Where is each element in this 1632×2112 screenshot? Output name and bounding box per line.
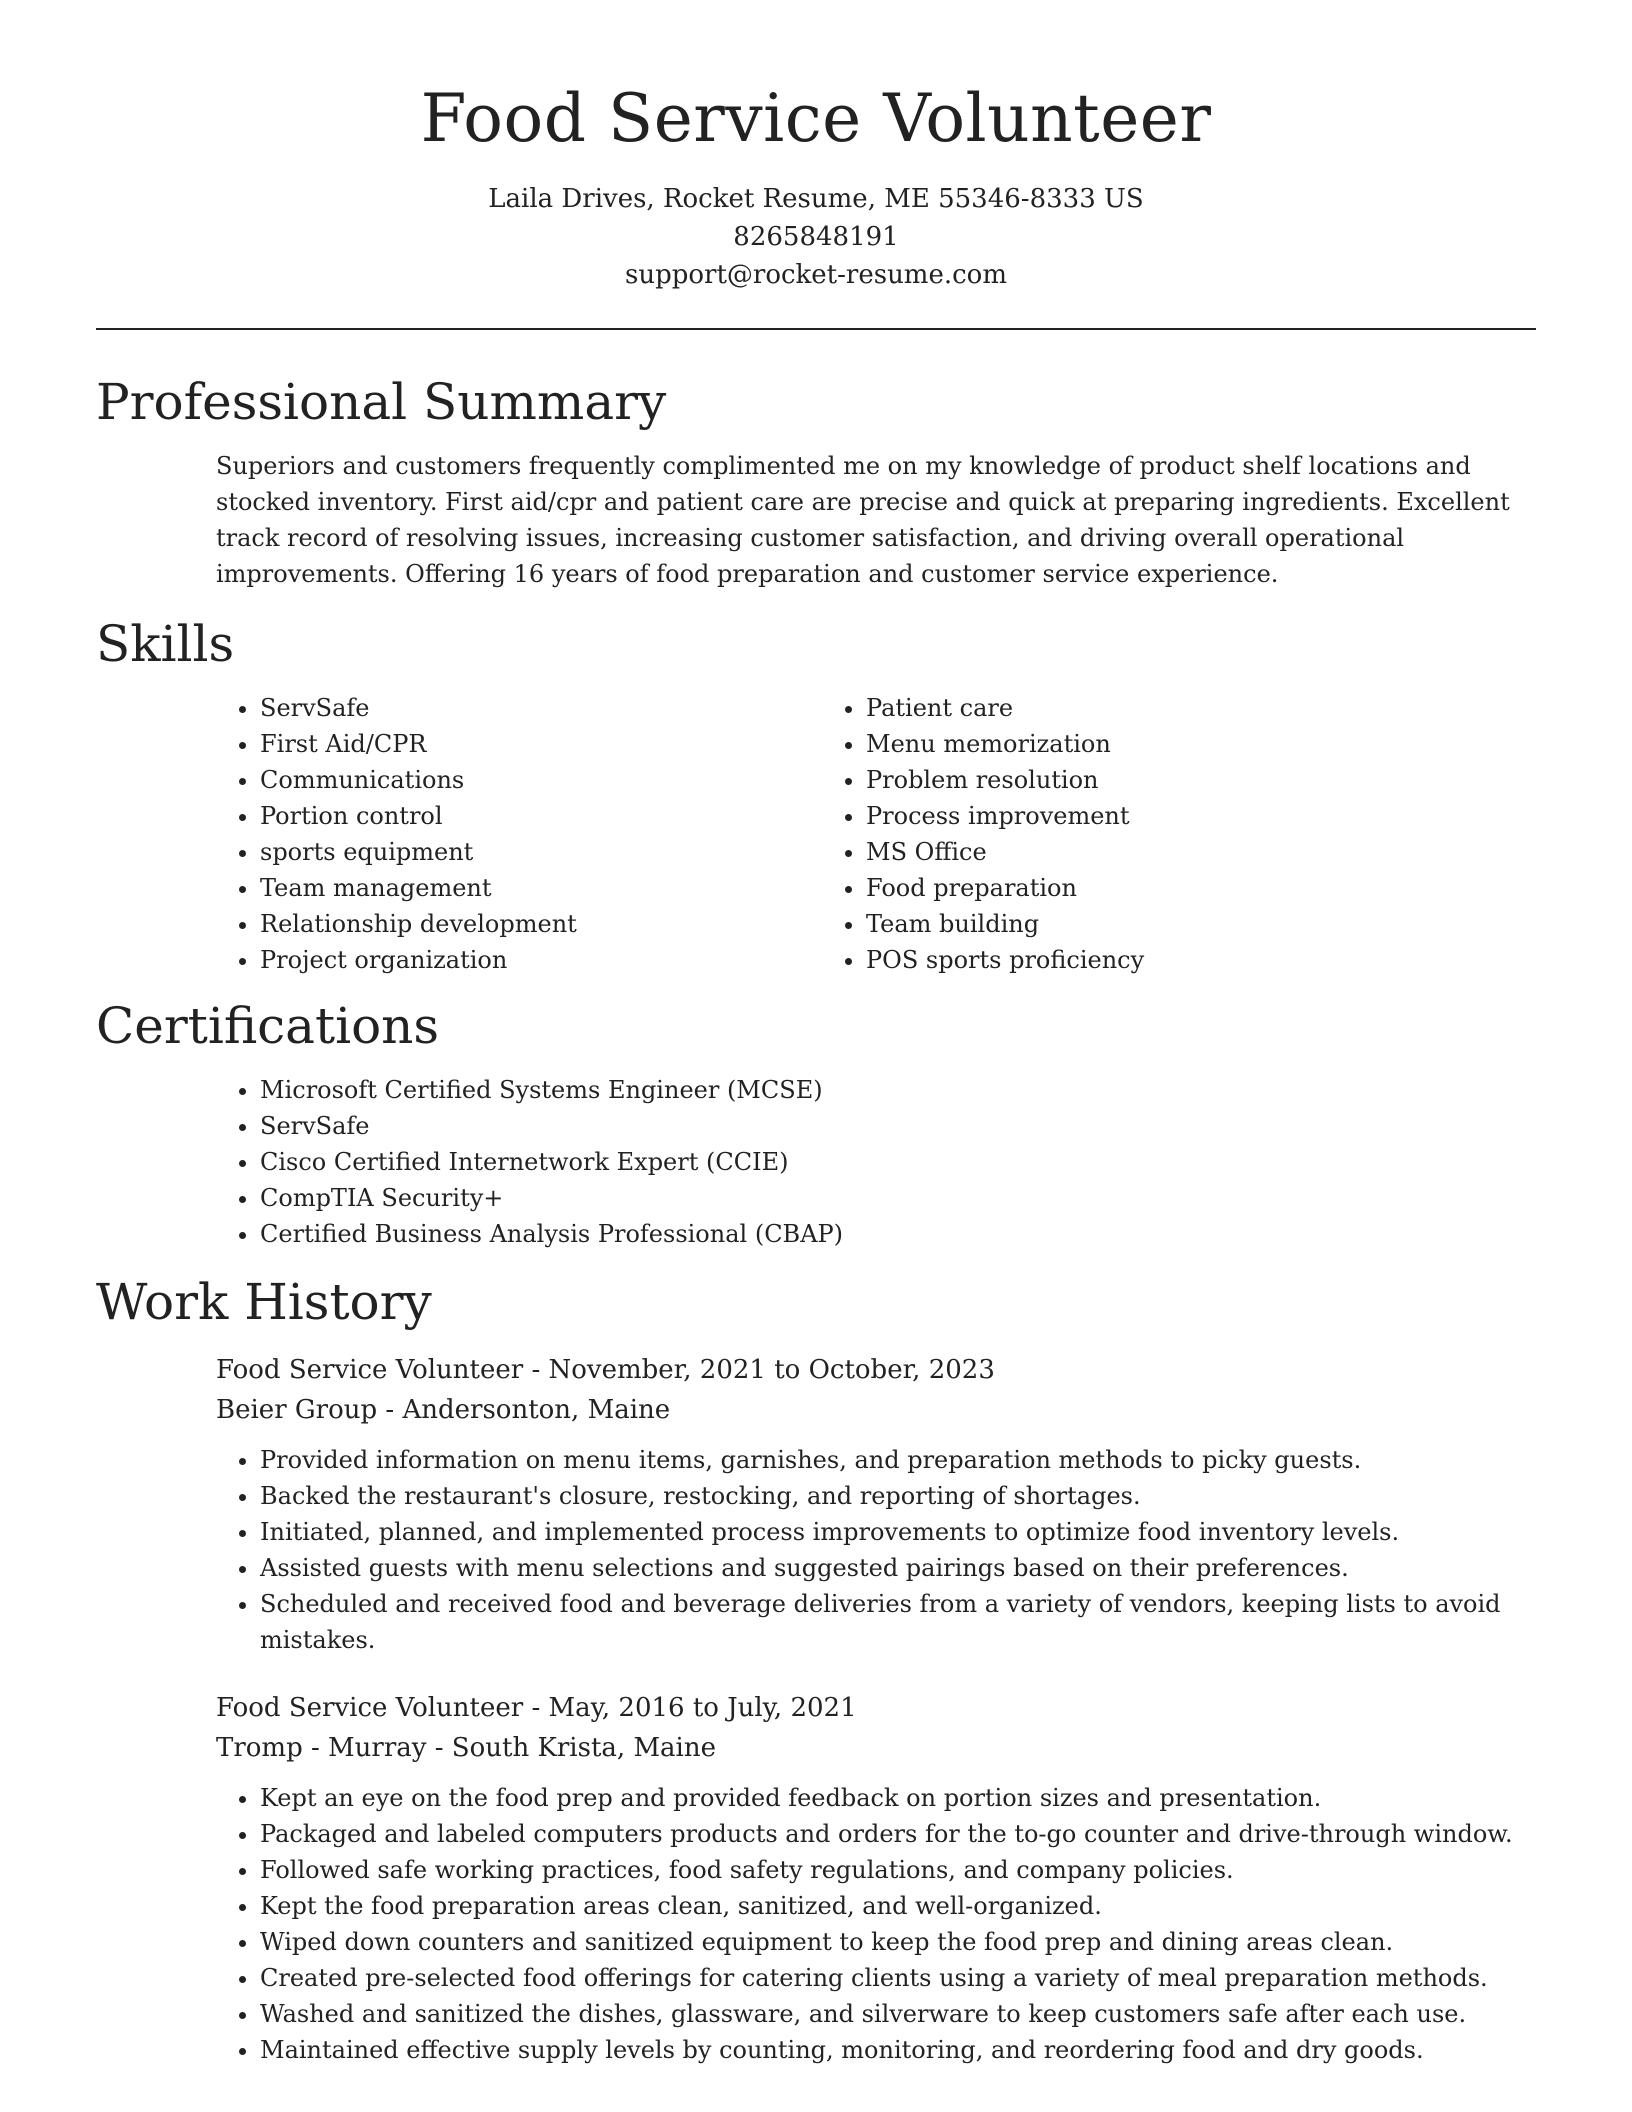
skill-item: • Project organization — [260, 942, 822, 978]
job-bullet: • Kept an eye on the food prep and provided feedback on portion sizes and presentation. — [260, 1780, 1536, 1816]
job-separator: - — [531, 1355, 549, 1385]
skill-item: • First Aid/CPR — [260, 726, 822, 762]
job-location: Andersonton, Maine — [402, 1395, 671, 1425]
header-divider — [96, 328, 1536, 330]
job-bullet: • Created pre-selected food offerings for catering clients using a variety of meal preparation methods. — [260, 1960, 1536, 1996]
certification-item: • CompTIA Security+ — [260, 1180, 1536, 1216]
job-bullets — [216, 1442, 1536, 1658]
job-bullet: • Initiated, planned, and implemented process improvements to optimize food inventory levels. — [260, 1514, 1536, 1550]
job-company: Tromp - Murray — [216, 1733, 427, 1763]
job-entry — [216, 1350, 1536, 1658]
job-bullets — [216, 1780, 1536, 2068]
job-bullet: • Maintained effective supply levels by counting, monitoring, and reordering food and dry goods. — [260, 2032, 1536, 2068]
skill-item: • MS Office — [866, 834, 1428, 870]
contact-phone: 8265848191 — [733, 222, 899, 252]
job-bullet: • Backed the restaurant's closure, restocking, and reporting of shortages. — [260, 1478, 1536, 1514]
skill-item: • Menu memorization — [866, 726, 1428, 762]
job-bullet: • Packaged and labeled computers products and orders for the to-go counter and drive-through window. — [260, 1816, 1536, 1852]
contact-email: support@rocket-resume.com — [624, 260, 1007, 290]
candidate-name: Food Service Volunteer — [420, 80, 1212, 157]
job-company-line — [216, 1390, 1536, 1430]
skill-item: • Relationship development — [260, 906, 822, 942]
skill-item: • Problem resolution — [866, 762, 1428, 798]
job-separator: - — [434, 1733, 452, 1763]
job-company: Beier Group — [216, 1395, 378, 1425]
job-company-line — [216, 1728, 1536, 1768]
job-separator: - — [385, 1395, 403, 1425]
skill-item: • Food preparation — [866, 870, 1428, 906]
resume-header — [96, 0, 1536, 294]
skills-column-left — [216, 690, 822, 978]
skill-item: • sports equipment — [260, 834, 822, 870]
job-bullet: • Washed and sanitized the dishes, glassware, and silverware to keep customers safe after each use. — [260, 1996, 1536, 2032]
certification-item: • Cisco Certified Internetwork Expert (CCIE) — [260, 1144, 1536, 1180]
job-title: Food Service Volunteer — [216, 1355, 524, 1385]
job-entry — [216, 1688, 1536, 2068]
section-title-work-history: Work History — [96, 1273, 432, 1331]
job-bullet: • Assisted guests with menu selections and suggested pairings based on their preferences. — [260, 1550, 1536, 1586]
section-title-skills: Skills — [96, 615, 235, 673]
job-dates: May, 2016 to July, 2021 — [548, 1693, 857, 1723]
summary-text: Superiors and customers frequently complimented me on my knowledge of product shelf locations and stocked inventory. First aid/cpr and patient care are precise and quick at preparing ingredients. Excellent track record of resolving issues, increasing customer satisfaction, and driving overall operational improvements. Offering 16 years of food preparation and customer service experience. — [216, 452, 1510, 588]
contact-address: Laila Drives, Rocket Resume, ME 55346-8333 US — [488, 184, 1144, 214]
skill-item: • Patient care — [866, 690, 1428, 726]
skill-item: • POS sports proficiency — [866, 942, 1428, 978]
certification-item: • ServSafe — [260, 1108, 1536, 1144]
job-bullet: • Wiped down counters and sanitized equipment to keep the food prep and dining areas clean. — [260, 1924, 1536, 1960]
skill-item: • Team management — [260, 870, 822, 906]
job-title-line — [216, 1350, 1536, 1390]
skill-item: • Communications — [260, 762, 822, 798]
section-title-certifications: Certifications — [96, 997, 440, 1055]
job-title: Food Service Volunteer — [216, 1693, 524, 1723]
skill-item: • Process improvement — [866, 798, 1428, 834]
certifications-list — [216, 1072, 1536, 1252]
skills-list — [216, 690, 1536, 978]
skills-column-right — [822, 690, 1428, 978]
skill-item: • Portion control — [260, 798, 822, 834]
certification-item: • Microsoft Certified Systems Engineer (MCSE) — [260, 1072, 1536, 1108]
job-bullet: • Kept the food preparation areas clean, sanitized, and well-organized. — [260, 1888, 1536, 1924]
certification-item: • Certified Business Analysis Professional (CBAP) — [260, 1216, 1536, 1252]
job-separator: - — [531, 1693, 549, 1723]
job-bullet: • Provided information on menu items, garnishes, and preparation methods to picky guests. — [260, 1442, 1536, 1478]
skill-item: • Team building — [866, 906, 1428, 942]
job-bullet: • Scheduled and received food and beverage deliveries from a variety of vendors, keeping lists to avoid mistakes. — [260, 1586, 1536, 1658]
job-dates: November, 2021 to October, 2023 — [548, 1355, 995, 1385]
job-bullet: • Followed safe working practices, food safety regulations, and company policies. — [260, 1852, 1536, 1888]
section-title-summary: Professional Summary — [96, 373, 667, 431]
job-title-line — [216, 1688, 1536, 1728]
job-location: South Krista, Maine — [451, 1733, 717, 1763]
skill-item: • ServSafe — [260, 690, 822, 726]
